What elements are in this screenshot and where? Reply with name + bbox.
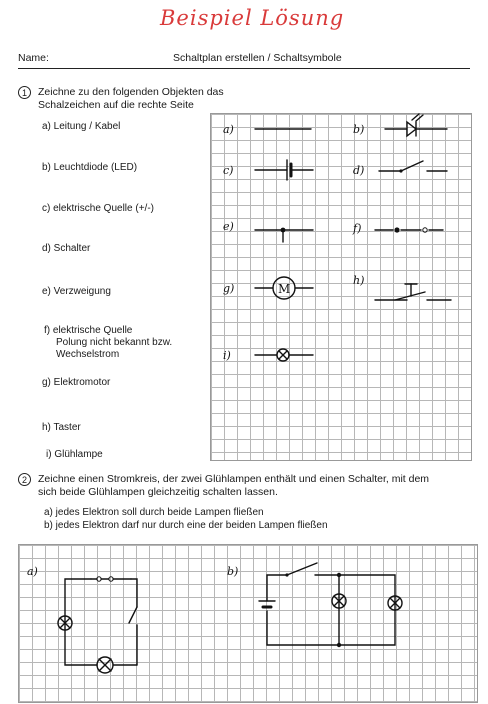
task2-drawing-grid bbox=[18, 544, 478, 703]
task2-instruction-line2: sich beide Glühlampen gleichzeitig schalten lassen. bbox=[38, 486, 278, 498]
grid-label-g: g) bbox=[223, 282, 235, 295]
grid-label-i: i) bbox=[223, 349, 231, 362]
name-label: Name: bbox=[18, 52, 49, 64]
page-header bbox=[18, 52, 470, 69]
item-h-pushbutton: h) Taster bbox=[42, 422, 81, 433]
item-c-source: c) elektrische Quelle (+/-) bbox=[42, 203, 154, 214]
task1-symbols bbox=[211, 114, 473, 462]
circuit-label-b: b) bbox=[227, 565, 239, 578]
item-d-switch: d) Schalter bbox=[42, 243, 91, 254]
item-i-lamp: i) Glühlampe bbox=[46, 449, 103, 460]
grid-label-d: d) bbox=[353, 164, 365, 177]
grid-label-e: e) bbox=[223, 220, 234, 233]
item-f-line3: Wechselstrom bbox=[56, 349, 120, 360]
grid-label-a: a) bbox=[223, 123, 234, 136]
task1-instruction-line1: Zeichne zu den folgenden Objekten das bbox=[38, 86, 224, 98]
worksheet-subject: Schaltplan erstellen / Schaltsymbole bbox=[173, 52, 342, 64]
handwritten-title: Beispiel Lösung bbox=[160, 6, 345, 30]
grid-label-f: f) bbox=[353, 222, 362, 235]
task2-instruction-line1: Zeichne einen Stromkreis, der zwei Glühlampen enthält und einen Schalter, mit dem bbox=[38, 473, 430, 485]
task2-option-b: b) jedes Elektron darf nur durch eine der beiden Lampen fließen bbox=[44, 520, 328, 531]
task2-number: 2 bbox=[18, 473, 31, 486]
item-a-cable: a) Leitung / Kabel bbox=[42, 121, 121, 132]
task2-circuits bbox=[19, 545, 479, 704]
task1-instruction-line2: Schalzeichen auf die rechte Seite bbox=[38, 99, 194, 111]
task2-option-a: a) jedes Elektron soll durch beide Lampen fließen bbox=[44, 507, 264, 518]
item-e-junction: e) Verzweigung bbox=[42, 286, 111, 297]
item-g-motor: g) Elektromotor bbox=[42, 377, 111, 388]
task1-number: 1 bbox=[18, 86, 31, 99]
grid-label-c: c) bbox=[223, 164, 234, 177]
circuit-label-a: a) bbox=[27, 565, 38, 578]
grid-label-b: b) bbox=[353, 123, 365, 136]
item-f-source-ac: f) elektrische Quelle bbox=[44, 325, 133, 336]
item-b-led: b) Leuchtdiode (LED) bbox=[42, 162, 138, 173]
grid-label-h: h) bbox=[353, 274, 365, 287]
task1-drawing-grid bbox=[210, 113, 472, 461]
motor-letter: M bbox=[278, 282, 291, 296]
item-f-line2: Polung nicht bekannt bzw. bbox=[56, 337, 173, 348]
